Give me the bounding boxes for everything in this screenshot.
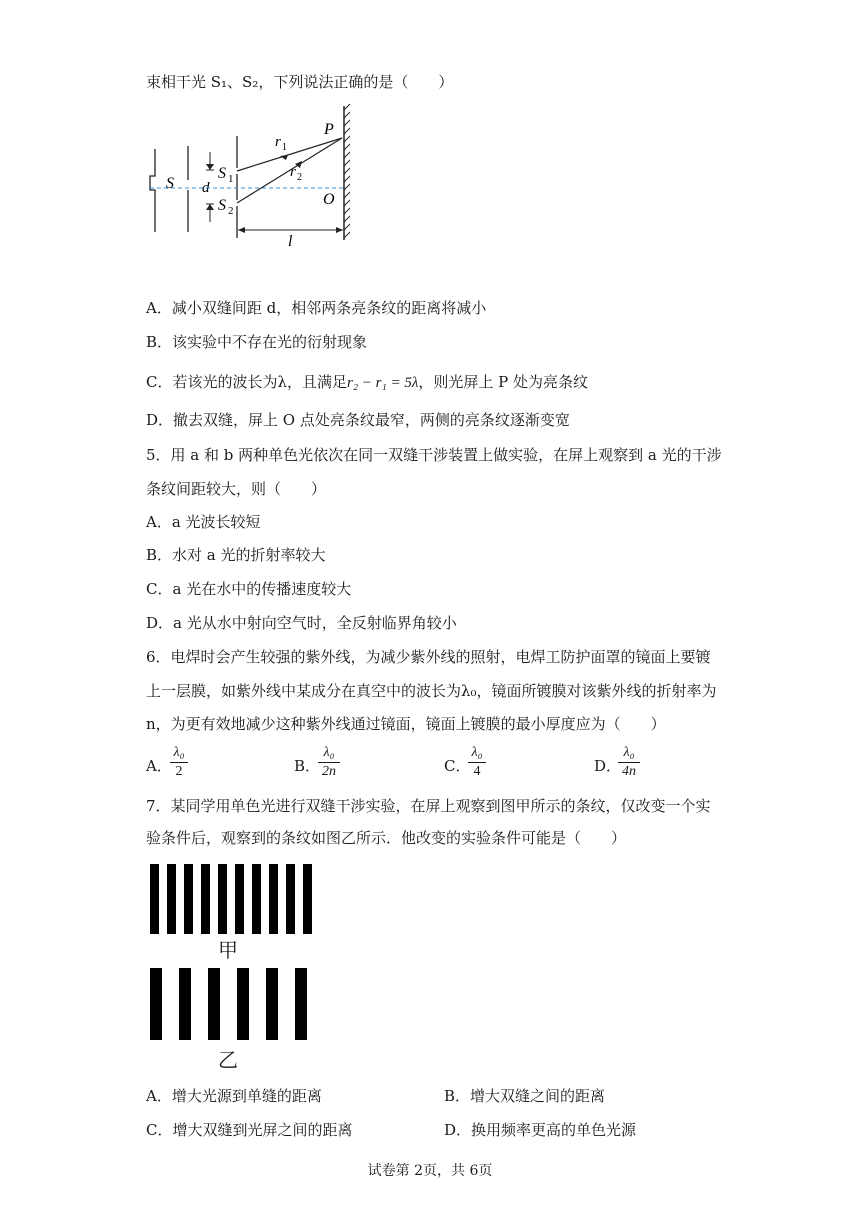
q7-option-a: A．增大光源到单缝的距离: [146, 1087, 322, 1105]
q6-option-c-denominator: 4: [473, 764, 481, 779]
q5-option-a: A．a 光波长较短: [146, 513, 261, 531]
label-O: O: [323, 191, 335, 208]
q4-option-b: B．该实验中不存在光的衍射现象: [146, 333, 368, 351]
label-S1: S: [218, 165, 226, 182]
q7-option-d: D．换用频率更高的单色光源: [444, 1121, 637, 1139]
q6-option-c-numerator: λ₀: [471, 745, 483, 760]
q6-stem-line2: 上一层膜，如紫外线中某成分在真空中的波长为λ₀，镜面所镀膜对该紫外线的折射率为: [146, 682, 717, 700]
label-l: l: [288, 233, 293, 250]
q6-option-a-numerator: λ₀: [173, 745, 185, 760]
q5-stem-line2: 条纹间距较大，则（ ）: [146, 480, 327, 498]
label-r1: r: [275, 134, 281, 150]
q6-option-b-label: B．: [294, 757, 321, 775]
q7-stem-line2: 验条件后，观察到的条纹如图乙所示．他改变的实验条件可能是（ ）: [146, 829, 627, 847]
q4-option-d: D．撤去双缝，屏上 O 点处亮条纹最窄，两侧的亮条纹逐渐变宽: [146, 411, 570, 429]
label-P: P: [324, 121, 334, 138]
label-r2: r: [290, 164, 296, 180]
label-S2: S: [218, 197, 226, 214]
q6-stem-line1: 6．电焊时会产生较强的紫外线，为减少紫外线的照射，电焊工防护面罩的镜面上要镀: [146, 648, 711, 666]
fringe-label-yi: 乙: [218, 1048, 238, 1072]
q7-option-b: B．增大双缝之间的距离: [444, 1087, 606, 1105]
label-S: S: [166, 175, 174, 192]
q4-intro: 束相干光 S₁、S₂，下列说法正确的是（ ）: [146, 73, 454, 91]
q7-stem-line1: 7．某同学用单色光进行双缝干涉实验，在屏上观察到图甲所示的条纹，仅改变一个实: [146, 797, 711, 815]
q6-option-a-denominator: 2: [175, 764, 183, 779]
q6-option-a-label: A．: [146, 757, 172, 775]
q5-option-c: C．a 光在水中的传播速度较大: [146, 580, 352, 598]
q6-option-d-fraction: [618, 745, 640, 780]
fringe-figure-yi: [146, 964, 316, 1044]
q6-option-d-denominator: 4n: [622, 764, 636, 779]
label-r1-sub: 1: [282, 142, 287, 153]
q6-option-a-fraction: [170, 745, 188, 780]
q4-option-c: [146, 372, 588, 393]
q6-option-c-fraction: [468, 745, 486, 780]
label-S1-sub: 1: [228, 173, 234, 185]
q6-option-b-fraction: [318, 745, 340, 780]
q6-option-b-numerator: λ₀: [323, 745, 335, 760]
q4-option-c-equation: r₂ − r₁ = 5λ: [347, 375, 419, 391]
double-slit-diagram: [140, 104, 360, 254]
q6-stem-line3: n，为更有效地减少这种紫外线通过镜面，镜面上镀膜的最小厚度应为（ ）: [146, 715, 666, 733]
label-r2-sub: 2: [297, 172, 302, 183]
fringe-label-jia: 甲: [218, 938, 238, 962]
q4-option-c-pre: C．若该光的波长为λ，且满足: [146, 373, 347, 391]
q6-option-c-label: C．: [444, 757, 471, 775]
page-footer: 试卷第 2页，共 6页: [367, 1163, 493, 1179]
fringe-figure-jia: [146, 860, 316, 938]
q5-stem-line1: 5．用 a 和 b 两种单色光依次在同一双缝干涉装置上做实验，在屏上观察到 a 光的干涉: [146, 446, 722, 464]
label-d: d: [202, 180, 210, 196]
q4-option-a: A．减小双缝间距 d，相邻两条亮条纹的距离将减小: [146, 299, 487, 317]
q6-option-b-denominator: 2n: [322, 764, 336, 779]
q5-option-d: D．a 光从水中射向空气时，全反射临界角较小: [146, 614, 457, 632]
q6-option-d-numerator: λ₀: [623, 745, 635, 760]
q7-option-c: C．增大双缝到光屏之间的距离: [146, 1121, 353, 1139]
label-S2-sub: 2: [228, 205, 234, 217]
q5-option-b: B．水对 a 光的折射率较大: [146, 546, 326, 564]
q4-option-c-post: ，则光屏上 P 处为亮条纹: [418, 373, 588, 391]
q6-option-d-label: D．: [594, 757, 622, 775]
